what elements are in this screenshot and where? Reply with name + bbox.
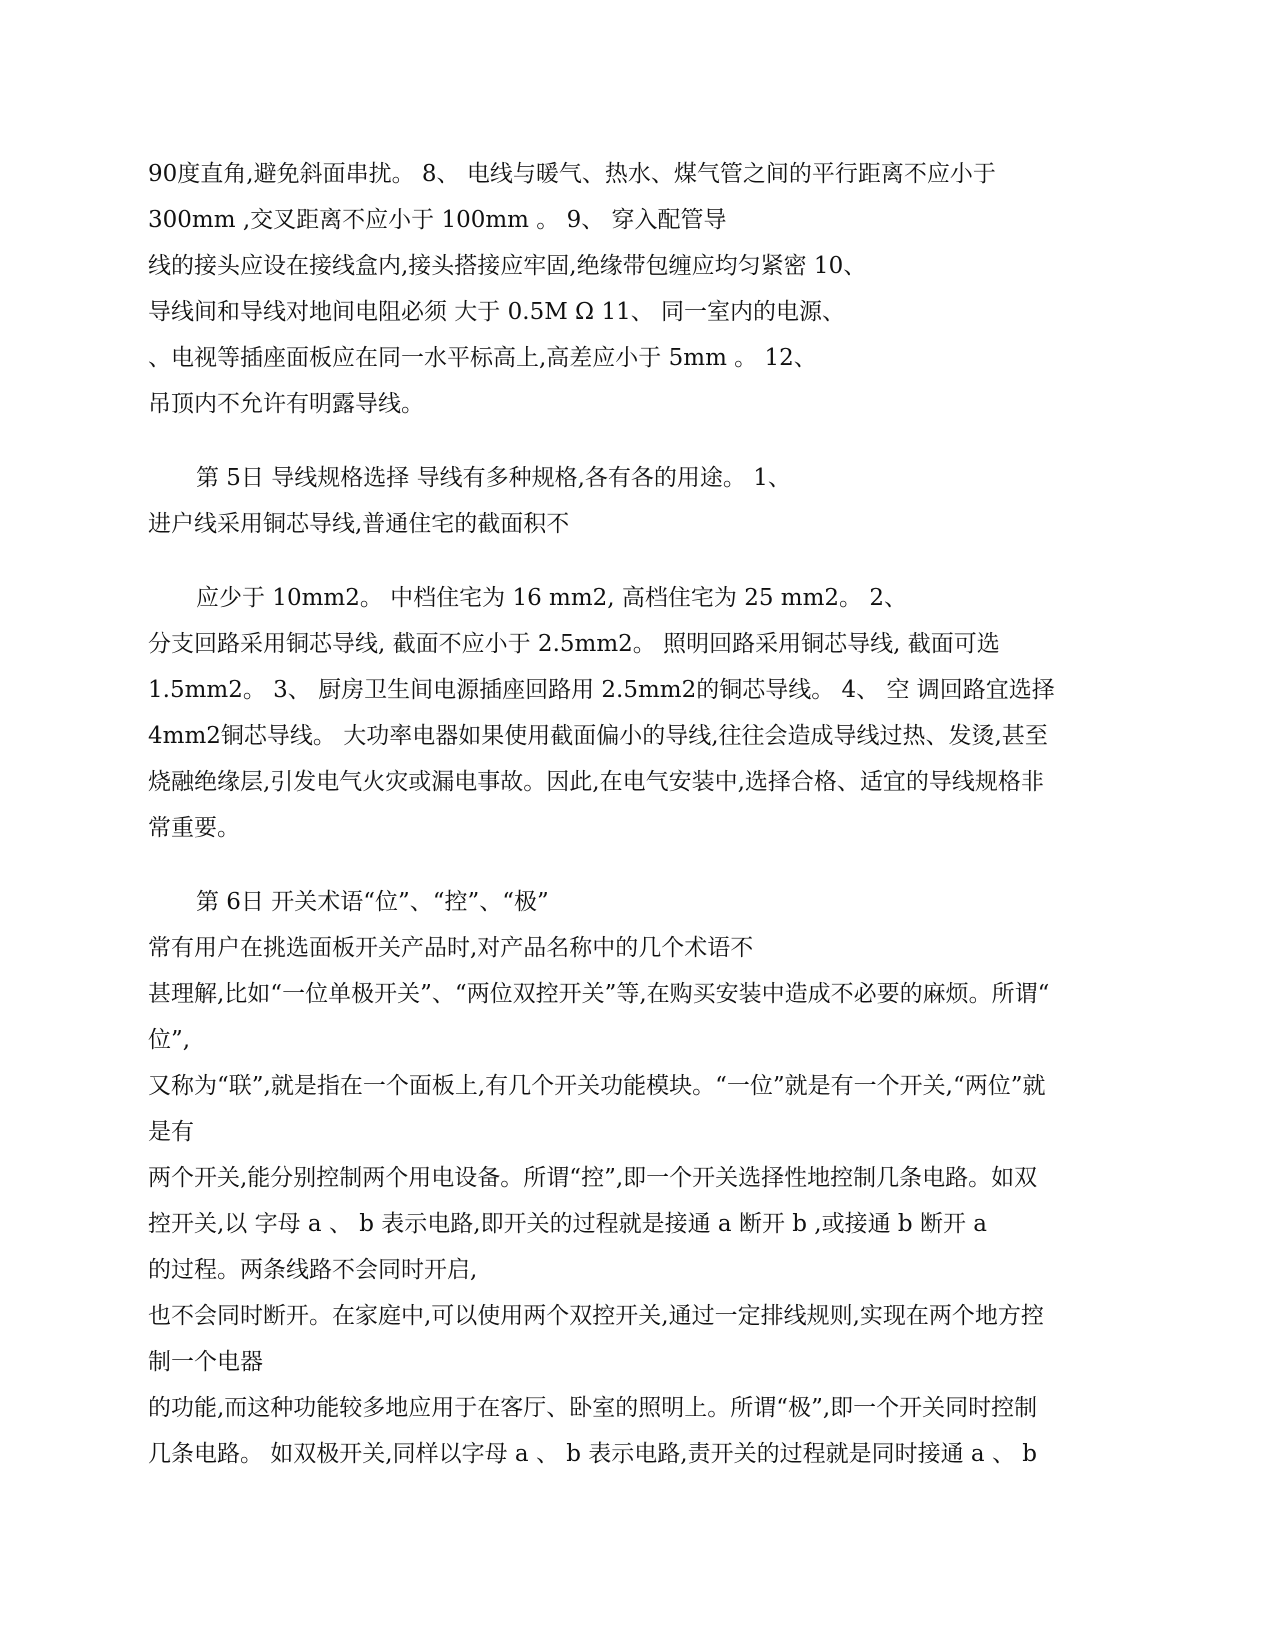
text-line: 90度直角,避免斜面串扰。 8、 电线与暖气、热水、煤气管之间的平行距离不应小于 (148, 161, 996, 187)
paragraph-gap (148, 858, 1128, 886)
text-line: 、电视等插座面板应在同一水平标高上,高差应小于 5mm 。 12、 (148, 345, 817, 371)
text-line: 300mm ,交叉距离不应小于 100mm 。 9、 穿入配管导 (148, 207, 727, 233)
text-line: 又称为“联”,就是指在一个面板上,有几个开关功能模块。“一位”就是有一个开关,“两位”就 (148, 1073, 1046, 1099)
text-line: 常有用户在挑选面板开关产品时,对产品名称中的几个术语不 (148, 935, 754, 961)
text-line: 也不会同时断开。在家庭中,可以使用两个双控开关,通过一定排线规则,实现在两个地方控 (148, 1303, 1044, 1329)
text-line: 常重要。 (148, 815, 240, 841)
text-line: 几条电路。 如双极开关,同样以字母 a 、 b 表示电路,责开关的过程就是同时接通 a 、 b (148, 1441, 1037, 1467)
section-heading-day6: 第 6日 开关术语“位”、“控”、“极” (196, 889, 549, 915)
text-line: 4mm2铜芯导线。 大功率电器如果使用截面偏小的导线,往往会造成导线过热、发烫,甚至 (148, 723, 1048, 749)
text-line: 线的接头应设在接线盒内,接头搭接应牢固,绝缘带包缠应均匀紧密 10、 (148, 253, 867, 279)
paragraph-gap (148, 434, 1128, 462)
text-line: 的过程。两条线路不会同时开启, (148, 1257, 478, 1283)
text-line: 控开关,以 字母 a 、 b 表示电路,即开关的过程就是接通 a 断开 b ,或接通 b 断开 a (148, 1211, 987, 1237)
text-line: 两个开关,能分别控制两个用电设备。所谓“控”,即一个开关选择性地控制几条电路。如双 (148, 1165, 1038, 1191)
text-line: 位”, (148, 1027, 191, 1053)
text-line: 应少于 10mm2。 中档住宅为 16 mm2, 高档住宅为 25 mm2。 2、 (196, 585, 907, 611)
text-line: 是有 (148, 1119, 194, 1145)
text-line: 的功能,而这种功能较多地应用于在客厅、卧室的照明上。所谓“极”,即一个开关同时控制 (148, 1395, 1038, 1421)
text-line: 吊顶内不允许有明露导线。 (148, 391, 424, 417)
text-line: 进户线采用铜芯导线,普通住宅的截面积不 (148, 511, 570, 537)
text-line: 导线间和导线对地间电阻必须 大于 0.5M Ω 11、 同一室内的电源、 (148, 299, 846, 325)
text-line: 分支回路采用铜芯导线, 截面不应小于 2.5mm2。 照明回路采用铜芯导线, 截面可选 (148, 631, 1000, 657)
section-heading-day5: 第 5日 导线规格选择 导线有多种规格,各有各的用途。 1、 (196, 465, 791, 491)
paragraph-gap (148, 554, 1128, 582)
document-body (148, 158, 1128, 1484)
text-line: 烧融绝缘层,引发电气火灾或漏电事故。因此,在电气安装中,选择合格、适宜的导线规格非 (148, 769, 1044, 795)
text-line: 制一个电器 (148, 1349, 263, 1375)
text-line: 1.5mm2。 3、 厨房卫生间电源插座回路用 2.5mm2的铜芯导线。 4、 空 调回路宜选择 (148, 677, 1055, 703)
text-line: 甚理解,比如“一位单极开关”、“两位双控开关”等,在购买安装中造成不必要的麻烦。所谓“ (148, 981, 1050, 1007)
